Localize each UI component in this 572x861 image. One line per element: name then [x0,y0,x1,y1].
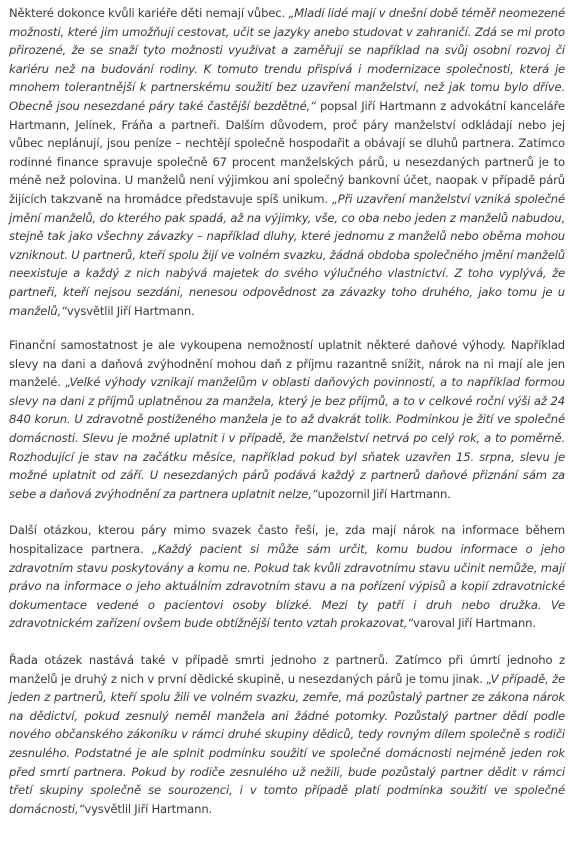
attribution: vysvětlil Jiří Hartmann. [84,801,213,816]
paragraph-text: Další otázkou, kterou páry mimo svazek často řeší, je, zda mají nárok na informace během hospitalizace partnera. [9,523,565,557]
quote: „Velké výhody vznikají manželům v oblasti daňových povinností, a to například formou slevy na dani z příjmů uplatněnou za manžela, který je bez příjmů, a to v celkové roční výši až 24 840 korun. U zdravotně postiženého manžela je to až dvakrát tolik. Podmínkou je žití ve společné domácnosti. Slevu je možné uplatnit i v případě, že manželství netrvá po celý rok, a to poměrně. Rozhodující je stav na začátku měsíce, například pokud byl sňatek uzavřen 15. srpna, slevu je možné uplatnit od září. U nesezdaných párů podává každý z partnerů daňové přiznání sám za sebe a daňová zvýhodnění za partnera uplatnit nelze,“ [9,375,565,501]
quote: „V případě, že jeden z partnerů, kteří spolu žili ve volném svazku, zemře, má pozůstalý partner ze zákona nárok na dědictví, pokud zesnulý neměl manžela ani žádné potomky. Pozůstalý partner dědí podle nového občanského zákoníku v rámci druhé skupiny dědiců, tedy rovným dílem společně s rodiči zesnulého. Podstatné je ale splnit podmínku soužití ve společné domácnosti nejméně jeden rok před smrtí partnera. Pokud by rodiče zesnulého už nežili, bude pozůstalý partner dědit v rámci třetí skupiny společně se sourozenci, i v tomto případě platí podmínka soužití ve společné domácnosti,“ [9,671,565,816]
attribution: vysvětlil Jiří Hartmann. [66,303,195,318]
paragraph-text: Finanční samostatnost je ale vykoupena nemožností uplatnit některé daňové výhody. Například slevy na dani a daňová zvýhodnění mohou daň z příjmu razantně snížit, nárok na ni mají ale jen manželé. [9,338,565,390]
article-paragraph [9,336,565,503]
quote: „Mladí lidé mají v dnešní době téměř neomezené možnosti, které jim umožňují cestovat, učit se jazyky anebo studovat v zahraničí. Zdá se mi proto přirozené, že se snaží tyto možnosti využívat a zaměřují se například na svůj osobní rozvoj či kariéru než na budování rodiny. K tomuto trendu přispívá i modernizace společnosti, která je mnohem tolerantnější k partnerskému soužití bez uzavření manželství, než jak tomu bylo dříve. Obecně jsou nesezdané páry také častější bezdětné,“ [9,6,565,113]
quote: „Při uzavření manželství vzniká společné jmění manželů, do kterého pak spadá, až na výjimky, vše, co oba nebo jeden z manželů nabudou, stejně tak jako všechny závazky – například dluhy, které jednomu z manželů nebo oběma mohou vzniknout. U partnerů, kteří spolu žijí ve volném svazku, žádná obdoba společného jmění manželů neexistuje a každý z nich nabývá majetek do svého výlučného vlastnictví. Z toho vyplývá, že partneři, kteří nejsou sezdáni, nenesou odpovědnost za závazky toho druhého, jako tomu je u manželů,“ [9,191,565,318]
attribution: varoval Jiří Hartmann. [413,616,536,631]
quote: „Každý pacient si může sám určit, komu budou informace o jeho zdravotním stavu poskytovány a komu ne. Pokud tak kvůli zdravotnímu stavu učinit nemůže, mají právo na informace o jeho aktuálním zdravotním stavu a na pořízení výpisů a kopií zdravotnické dokumentace vedené o pacientovi osoby blízké. Mezi ty patří i druh nebo družka. Ve zdravotnickém zařízení ovšem bude obtížnější tento vztah prokazovat,“ [9,542,565,631]
article-paragraph [9,521,565,633]
paragraph-text: popsal Jiří Hartmann z advokátní kanceláře Hartmann, Jelínek, Fráňa a partneři. Dalším důvodem, proč páry manželství odkládají nebo jej vůbec neplánují, jsou peníze – nechtějí společně hospodařit a obávají se dluhů partnera. Zatímco rodinné finance spravuje společně 67 procent manželských párů, u nesezdaných partnerů je to méně než polovina. U manželů není výjimkou ani společný bankovní účet, naopak v případě párů žijících takzvaně na hromádce představuje spíš unikum. [9,98,565,206]
article-paragraph [9,4,565,320]
attribution: upozornil Jiří Hartmann. [317,486,451,501]
paragraph-text: Některé dokonce kvůli kariéře děti nemají vůbec. [9,6,289,20]
paragraph-text: Řada otázek nastává také v případě smrti jednoho z partnerů. Zatímco při úmrtí jednoho z manželů je druhý z nich v první dědické skupině, u nesezdaných párů je tomu jinak. [9,653,565,686]
article-paragraph [9,651,565,818]
